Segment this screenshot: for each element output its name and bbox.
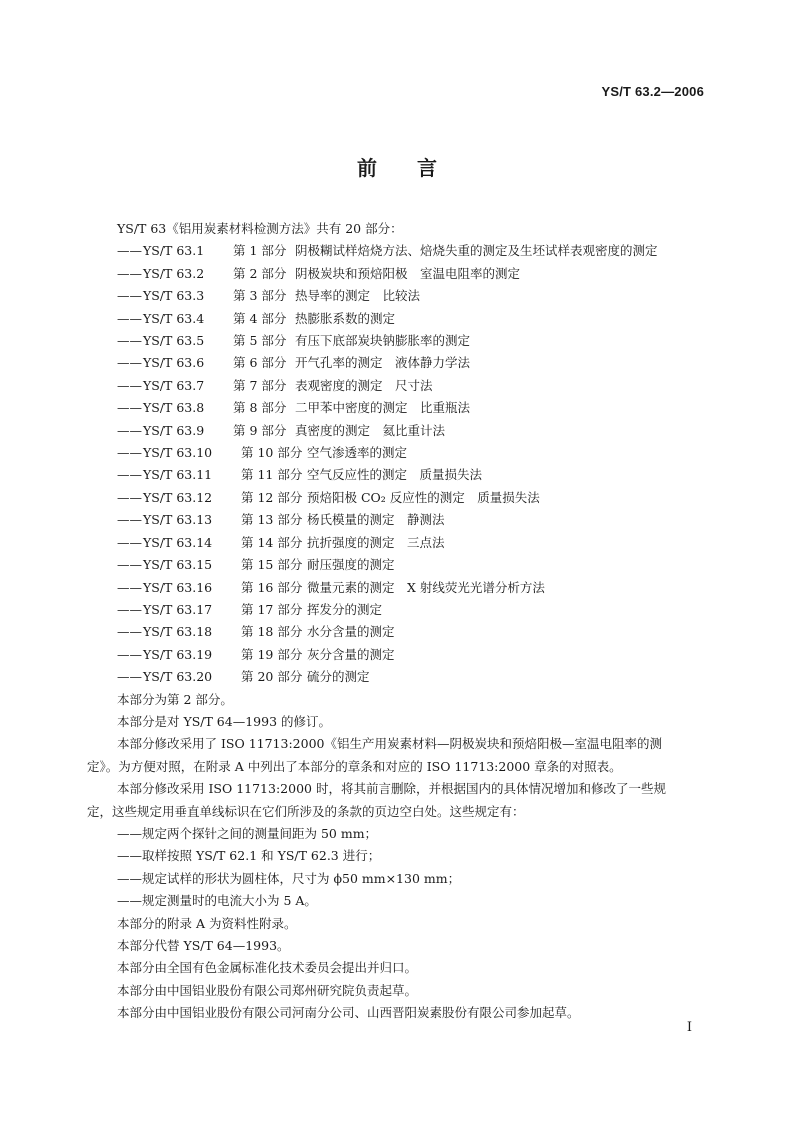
list-item: ——YS/T 63.14 第 14 部分 抗折强度的测定 三点法 — [117, 534, 445, 550]
paragraph: 本部分由中国铝业股份有限公司郑州研究院负责起草。 — [117, 982, 418, 998]
list-item: ——YS/T 63.7 第 7 部分 表观密度的测定 尺寸法 — [117, 377, 433, 393]
paragraph-continuation: 定》。为方便对照，在附录 A 中列出了本部分的章条和对应的 ISO 11713:2000 章条的对照表。 — [87, 758, 622, 774]
paragraph-continuation: 定，这些规定用垂直单线标识在它们所涉及的条款的页边空白处。这些规定有： — [87, 803, 525, 819]
list-item: ——YS/T 63.3 第 3 部分 热导率的测定 比较法 — [117, 288, 421, 304]
paragraph: 本部分是对 YS/T 64—1993 的修订。 — [117, 713, 332, 729]
list-item: ——YS/T 63.19 第 19 部分 灰分含量的测定 — [117, 646, 395, 662]
paragraph: 本部分修改采用 ISO 11713:2000 时，将其前言删除，并根据国内的具体情况增加和修改了一些规 — [117, 781, 666, 797]
intro-line: YS/T 63《铝用炭素材料检测方法》共有 20 部分： — [117, 221, 403, 236]
preface-body — [87, 218, 707, 1025]
paragraph: 本部分的附录 A 为资料性附录。 — [117, 915, 297, 931]
list-item: ——YS/T 63.9 第 9 部分 真密度的测定 氦比重计法 — [117, 422, 446, 438]
list-item: ——YS/T 63.12 第 12 部分 预焙阳极 CO₂ 反应性的测定 质量损失法 — [117, 489, 540, 505]
list-item: ——YS/T 63.6 第 6 部分 开气孔率的测定 液体静力学法 — [117, 355, 471, 371]
rules-list — [117, 823, 707, 913]
list-item: ——规定两个探针之间的测量间距为 50 mm； — [117, 825, 378, 841]
list-item: ——YS/T 63.4 第 4 部分 热膨胀系数的测定 — [117, 310, 396, 326]
list-item: ——YS/T 63.8 第 8 部分 二甲苯中密度的测定 比重瓶法 — [117, 400, 471, 416]
list-item: ——YS/T 63.17 第 17 部分 挥发分的测定 — [117, 601, 383, 617]
list-item: ——YS/T 63.15 第 15 部分 耐压强度的测定 — [117, 557, 395, 573]
list-item: ——YS/T 63.16 第 16 部分 微量元素的测定 X 射线荧光光谱分析方法 — [117, 579, 545, 595]
list-item: ——YS/T 63.5 第 5 部分 有压下底部炭块钠膨胀率的测定 — [117, 333, 471, 349]
paragraph: 本部分修改采用了 ISO 11713:2000《铝生产用炭素材料—阴极炭块和预焙阳极—室温电阻率的测 — [117, 736, 662, 752]
paragraph: 本部分由中国铝业股份有限公司河南分公司、山西晋阳炭素股份有限公司参加起草。 — [117, 1005, 580, 1021]
paragraph: 本部分代替 YS/T 64—1993。 — [117, 938, 290, 953]
list-item: ——YS/T 63.10 第 10 部分 空气渗透率的测定 — [117, 445, 408, 461]
parts-list — [117, 240, 707, 688]
list-item: ——规定试样的形状为圆柱体，尺寸为 ϕ50 mm×130 mm； — [117, 870, 461, 886]
list-item: ——YS/T 63.20 第 20 部分 硫分的测定 — [117, 669, 370, 685]
standard-number: YS/T 63.2—2006 — [601, 84, 704, 99]
page-number: I — [686, 1020, 692, 1035]
list-item: ——规定测量时的电流大小为 5 A。 — [117, 893, 317, 909]
paragraph: 本部分由全国有色金属标准化技术委员会提出并归口。 — [117, 960, 418, 976]
paragraph: 本部分为第 2 部分。 — [117, 691, 233, 707]
list-item: ——YS/T 63.18 第 18 部分 水分含量的测定 — [117, 624, 395, 640]
list-item: ——YS/T 63.2 第 2 部分 阴极炭块和预焙阳极 室温电阻率的测定 — [117, 265, 521, 281]
list-item: ——YS/T 63.11 第 11 部分 空气反应性的测定 质量损失法 — [117, 467, 483, 483]
page-title: 前言 — [357, 156, 477, 180]
list-item: ——YS/T 63.13 第 13 部分 杨氏模量的测定 静测法 — [117, 512, 445, 528]
list-item: ——取样按照 YS/T 62.1 和 YS/T 62.3 进行； — [117, 848, 381, 864]
list-item: ——YS/T 63.1 第 1 部分 阴极糊试样焙烧方法、焙烧失重的测定及生坯试样表观密度的测定 — [117, 243, 658, 259]
